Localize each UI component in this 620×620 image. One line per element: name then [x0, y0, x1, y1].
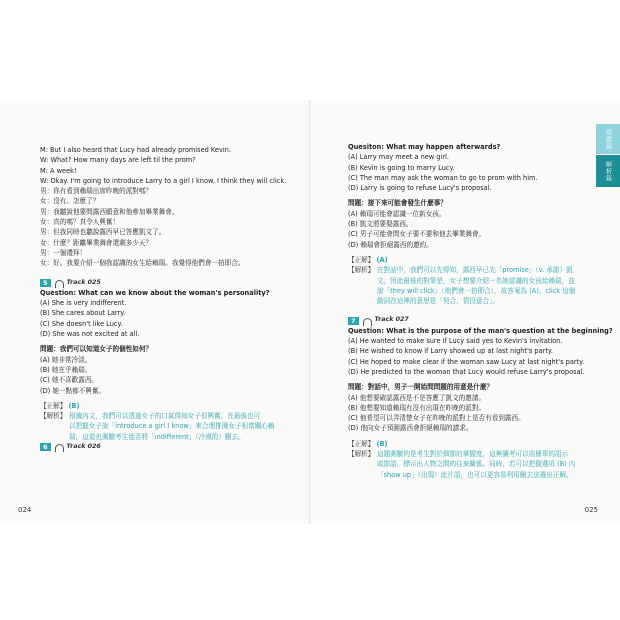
question-number-badge: 7 [348, 317, 359, 325]
track-header [40, 442, 300, 452]
dialogue-zh-line: 女：什麼？距離畢業舞會還剩多少天？ [40, 238, 153, 247]
explanation-line: 根據內文，我們可以透過女子的口氣得知女子很興奮，在最後也可 [69, 412, 261, 421]
dialogue-en-line: W: What? How many days are left til the prom? [40, 156, 196, 165]
explanation-line: 或節語，標示出人物之間的往來關係。同時，若可以把握選項 (B) 內 [377, 460, 576, 469]
dialogue-zh-line: 男：但我同時也聽說露西早已答應凱文了。 [40, 228, 166, 237]
answer-value: (A) [376, 255, 388, 264]
headphones-icon [55, 280, 64, 288]
question-en: Question: What can we know about the woman's personality? [40, 288, 270, 297]
explanation-line: 說「they will click」（他們會一拍即合），故答案為 (A)。click 這個 [377, 286, 576, 295]
answer-label: 【正解】 [40, 401, 67, 410]
answer-value: (B) [376, 439, 388, 448]
explanation-label: 【解析】 [348, 450, 375, 459]
question-zh: 問題：我們可以知道女子的個性如何？ [40, 345, 153, 354]
dialogue-zh-line: 男：你有看到賴瑞出席昨晚的派對嗎？ [40, 187, 153, 196]
dialogue-en-line: M: A week! [40, 166, 77, 175]
section-tab-explanations[interactable]: 解析篇 [596, 155, 620, 187]
dialogue-zh-line: 女：真的嗎？真令人興奮！ [40, 218, 120, 227]
track-label: Track 027 [374, 316, 409, 324]
option-en: (A) Larry may meet a new girl. [348, 153, 449, 162]
option-zh: (B) 她在乎賴瑞。 [40, 365, 92, 374]
explanation [40, 411, 300, 442]
dialogue-zh-line: 女：好。我要介紹一個我認識的女生給賴瑞。我覺得他們會一拍即合。 [40, 259, 245, 268]
right-page [310, 100, 620, 524]
page-number: 025 [584, 506, 598, 514]
explanation-line: 文，因此最後的對策是，女子想要介紹一名她認識的女孩給賴瑞，並 [377, 276, 575, 285]
option-zh: (C) 男子可能會問女子要不要和他去畢業舞會。 [348, 230, 486, 239]
question-number-badge: 6 [40, 443, 51, 451]
question-en: Question: What is the purpose of the man's question at the beginning? [348, 326, 613, 335]
question-number-badge: 5 [40, 279, 51, 287]
option-zh: (A) 她非常冷淡。 [40, 355, 92, 364]
option-zh: (D) 賴瑞會拒絕露西的邀約。 [348, 240, 433, 249]
track-header [40, 278, 300, 288]
explanation-line: 動詞在這裡的意思是「契合、情投意合」。 [377, 297, 499, 306]
track-header [348, 315, 588, 325]
explanation [348, 449, 588, 480]
answer-label: 【正解】 [348, 439, 375, 448]
option-en: (D) She was not excited at all. [40, 330, 140, 339]
explanation-line: 在對話中，我們可以先得知，露西早已先「promise」（v. 承諾）凱 [377, 266, 573, 275]
left-page [0, 100, 309, 524]
question-en: Quesiton: What may happen afterwards? [348, 143, 501, 151]
option-en: (A) He wanted to make sure if Lucy said yes to Kevin's invitation. [348, 337, 563, 346]
option-zh: (B) 他想要知道賴瑞有沒有出現在昨晚的派對。 [348, 403, 486, 412]
left-column [40, 145, 300, 452]
dialogue-en-line: M: But I also heard that Lucy had already promised Kevin. [40, 146, 231, 154]
option-en: (C) The man may ask the woman to go to prom with him. [348, 173, 538, 182]
answer-value: (B) [68, 401, 80, 410]
explanation-line: 以把握女子說「introduce a girl I know」來合理推測女子相當關心賴 [69, 422, 275, 431]
option-zh: (C) 他希望可以弄清楚女子在昨晚的派對上是否有看到露西。 [348, 414, 525, 423]
explanation-label: 【解析】 [40, 412, 67, 421]
option-zh: (A) 賴瑞可能會認識一位新女孩。 [348, 209, 446, 218]
option-en: (B) He wished to know if Larry showed up at last night's party. [348, 347, 553, 356]
answer-line [348, 439, 588, 449]
option-en: (B) Kevin is going to marry Lucy. [348, 163, 455, 172]
answer-line [40, 401, 300, 411]
answer-line [348, 255, 588, 265]
track-label: Track 025 [66, 278, 101, 286]
dialogue-zh-line: 男：一個禮拜！ [40, 248, 87, 257]
option-en: (D) Larry is going to refuse Lucy's proposal. [348, 184, 492, 193]
dialogue-zh-line: 女：沒有。怎麼了？ [40, 197, 100, 206]
question-zh: 問題：接下來可能會發生什麼事？ [348, 199, 447, 208]
dialogue-en-line: W: Okay. I'm going to introduce Larry to a girl I know. I think they will click. [40, 176, 287, 185]
explanation-label: 【解析】 [348, 266, 375, 275]
option-zh: (C) 她不喜歡露西。 [40, 376, 99, 385]
explanation [348, 265, 588, 306]
option-zh: (A) 他想要確認露西是不是答應了凱文的邀請。 [348, 393, 486, 402]
option-en: (A) She is very indifferent. [40, 299, 127, 308]
option-zh: (D) 她一點都不興奮。 [40, 386, 106, 395]
track-label: Track 026 [66, 443, 101, 451]
explanation-line: 瑞，這道也測驗考生能否將「indifferent」（冷漠的）刪去。 [69, 432, 245, 441]
option-en: (D) He predicted to the woman that Lucy would refuse Larry's proposal. [348, 367, 585, 376]
answer-label: 【正解】 [348, 255, 375, 264]
explanation-line: 這題測驗的是考生對於細節的掌握度，這裡讓考可以用簡單的語示 [377, 450, 569, 459]
page-number: 024 [18, 506, 32, 514]
question-zh: 問題：對話中，男子一開始問問題的用意是什麼？ [348, 383, 494, 392]
option-en: (C) He hoped to make clear if the woman saw Lucy at last night's party. [348, 357, 585, 366]
option-en: (C) She doesn't like Lucy. [40, 319, 123, 328]
headphones-icon [55, 444, 64, 452]
headphones-icon [363, 318, 372, 326]
option-zh: (D) 他向女子預測露西會拒絕賴瑞的請求。 [348, 424, 473, 433]
option-en: (B) She cares about Larry. [40, 309, 126, 318]
section-tab-questions[interactable]: 試題篇 [596, 124, 620, 154]
dialogue-zh-line: 男：我聽說他要問露西願意和他參加畢業舞會。 [40, 207, 179, 216]
option-zh: (B) 凱文將要娶露西。 [348, 220, 413, 229]
explanation-line: 「show up」（出現）此片語，也可以更容易利用刪去法選出正解。 [377, 470, 573, 479]
